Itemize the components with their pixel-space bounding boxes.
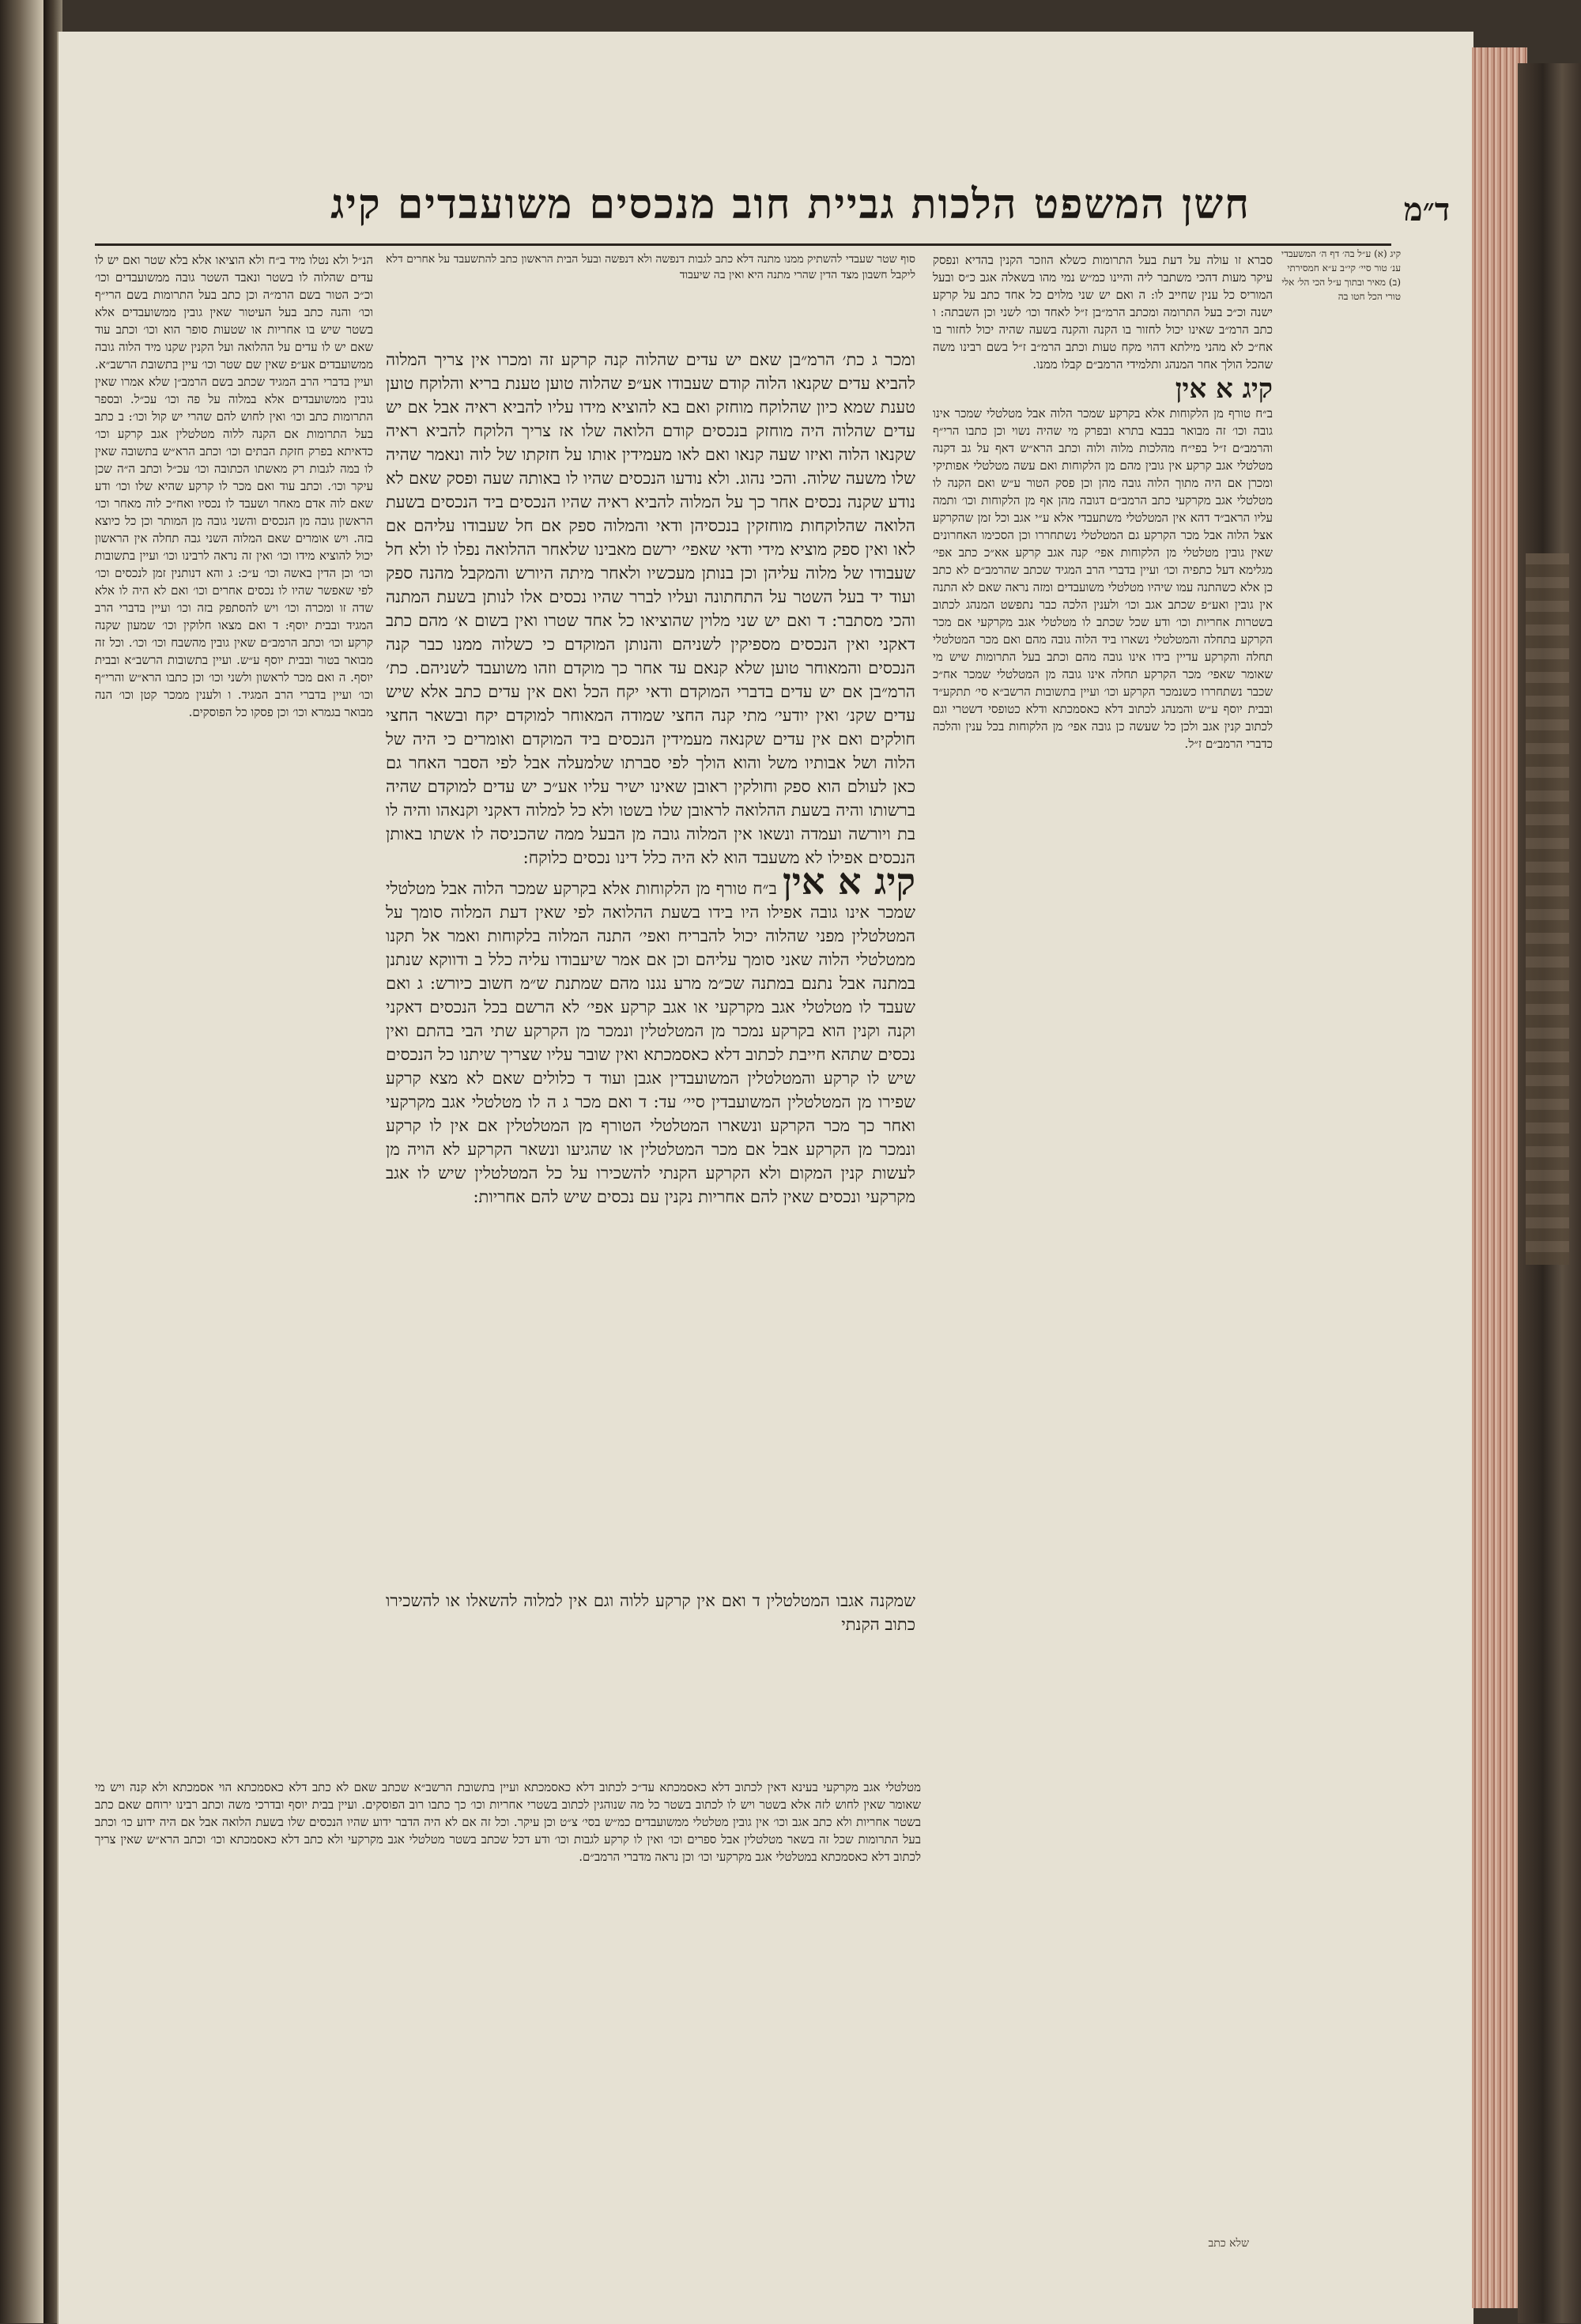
right-commentary-text-2: ב״ח טורף מן הלקוחות אלא בקרקע שמכר הלוה אבל מטלטלי שמכר אינו גובה וכו׳ זה מבואר בבבא בתרא ובפרק מי שהיה נשוי וכן כתבו הרי״ף והרמב״ם ז״ל בפי״ח מהלכות מלוה ולוה וכתב הרא״ש דאף על גב דקנה מטלטלי אגב קרקע אין גובין מהם מן הלקוחות ואם עשה מטלטלי אפותיקי ומכרן אם היה מתוך הלוה גובה מהן וכן פסק הטור ע״ש ואם הקנה לו מטלטלי אגב מקרקעי כתב הרמב״ם דגובה מהן אף מן הלקוחות וכו׳ ותמה עליו הראב״ד דהא אין המטלטלי משתעבדי אלא ע״י אגב וכל זמן שהקרקע אצל הלוה אבל מכר הקרקע גם המטלטלי נשתחררו וכן הסכימו האחרונים שאין גובין מטלטלי מן הלקוחות אפי׳ קנה אגב קרקע אא״כ כתב אפי׳ מגלימא דעל כתפיה וכו׳ ועיין בדברי הרב המגיד שכתב שהרמב״ם לא כתב כן אלא כשהתנה עמו שיהיו מטלטלי משועבדים ומזה נראה שאם לא התנה אין גובין ואע״פ שכתב אגב וכו׳ ולענין הלכה כבר נתפשט המנהג לכתוב בשטרות אחריות וכו׳ ודע שכל שכתב לו מטלטלי אגב מקרקעי אם מכר הקרקע בתחלה והמטלטלי נשארו ביד הלוה גובה מהם ואם מכר המטלטלי תחלה והקרקע עדיין בידו אינו גובה מהם וכתב בעל התרומות שיש מי שאומר שאפי׳ מכר הקרקע תחלה אינו גובה מן המטלטלי שמכר אח״כ שכבר נשתחררו כשנמכר הקרקע וכו׳ ועיין בתשובות הרשב״א סי׳ תתקע״ד ובבית יוסף ע״ש והמנהג לכתוב דלא כאסמכתא ודלא כטופסי דשטרי וגם לכתוב קנין אגב ולכן כל שעשה כן גובה אפי׳ מן הלקוחות בכל ענין והלכה כדברי הרמב״ם ז״ל.: [933, 406, 1273, 751]
main-text: ומכר ג כת׳ הרמ״בן שאם יש עדים שהלוה קנה קרקע זה ומכרו אין צריך המלוה להביא עדים שקנאו הלוה קודם שעבודו אע״פ שהלוה טוען טענת בריא והלוקח טוען טענת שמא כיון שהלוקח מוחזק ואם בא להוציא מידו עליו להביא ראיה אבל אם יש עדים שהלוה היה מוחזק בנכסים קודם הלואה שלו אז צריך הלוקח להביא ראיה שקנאו הלוה ואיזו שעה קנאו ואם לאו מעמידין אותו על חזקתו של לוה ונאמר שהיה שלו משעה שלוה. והכי נהוג. ולא נודעו הנכסים שהיו לו באותה שעה ופסק שאם לא נודע שקנה נכסים אחר כך על המלוה להביא ראיה שהיו הנכסים ביד הנכסים בשעת הלואה שהלוקחות מוחזקין בנכסיהן ודאי והמלוה ספק אם חל שעבודו עליהם אם לאו ואין ספק מוציא מידי ודאי שאפי׳ ירשם מאבינו שלאחר ההלואה נפלו לו ולא חל שעבודו של מלוה עליהן וכן בנותן מעכשיו ולאחר מיתה היורש והמקבל מהנה ספק ועוד יד בעל השטר על התחתונה ועליו לברר שהיו נכסים אלו לנותן בשעת המתנה והכי מסתבר: ד ואם יש שני מלוין שהוציאו כל אחד שטרו ואין בשום א׳ מהם כתב דאקני ואין הנכסים מספיקין לשניהם והנותן המוקדם כי כשלוה ממנו כבר קנה הנכסים והמאוחר טוען שלא קנאם עד אחר כך מוקדם וזהו משועבד לשניהם. כת׳ הרמ״בן אם יש עדים בדברי המוקדם ודאי יקח הכל ואם אין עדים כתב אלא שיש עדים שקנ׳ ואין יודעי׳ מתי קנה החצי שמודה המאוחר למוקדם יקח ובשאר החצי חולקים ואם אין עדים שקנאה מעמידין הנכסים ביד המוקדם ואומרים כי היה של הלוה ושל אבותיו משל והוא הולך לפי סברתו שלמעלה אבל לפי הסבר האחר גם כאן לעולם הוא ספק וחולקין ראובן שאינו ישיר עליו אע״כ יש עדים למוקדם שהיה ברשותו והיה בשעת ההלואה לראובן שלו בשטו ולא כל למלוה דאקני וקנאהו והיה לו בת ויורשה ועמדה ונשאו אין המלוה גובה מן הבעל ממה שהכניסה לו אשתו באותן הנכסים אפילו לא משעבד הוא לא היה כלל דינו נכסים כלוקח:: [386, 350, 915, 867]
siman-title: קיג א אין: [783, 860, 915, 903]
left-commentary-text: הנ״ל ולא נטלו מיד ב״ח ולא הוציאו אלא בלא שטר ואם יש לו עדים שהלוה לו בשטר ונאבד השטר גובה ממשועבדים וכו׳ וכ״כ הטור בשם הרמ״ה וכן כתב בעל התרומות בשם הרי״ף וכו׳ והנה כתב בעל העיטור שאין גובין ממשועבדים אלא בשטר שיש בו אחריות או שטעות סופר הוא וכו׳ וכתב עוד שאם יש לו עדים על ההלואה ועל הקנין שקנו מיד הלוה גובה ממשועבדים אע״פ שאין שם שטר וכו׳ עיין בתשובת הרשב״א. ועיין בדברי הרב המגיד שכתב בשם הרמב״ן שלא אמרו שאין גובין ממשועבדים אלא במלוה על פה וכו׳ עכ״ל. ובספר התרומות כתב וכו׳ ואין לחוש להם שהרי יש קול וכו׳: ב כתב בעל התרומות אם הקנה ללוה מטלטלין אגב קרקע וכו׳ כדאיתא בפרק חזקת הבתים וכו׳ וכתב הרא״ש בתשובה שאין לו במה לגבות רק מאשתו הכתובה וכו׳ עכ״ל וכתב ה״ה שכן עיקר וכו׳. וכתב עוד ואם מכר לו קרקע שהיא שלו וכו׳ ודע שאם לוה אדם מאחר ושעבד לו נכסיו ואח״כ לוה מאחר וכו׳ הראשון גובה מן הנכסים והשני גובה מן המותר וכן כל כיוצא בזה. ויש אומרים שאם המלוה השני גבה תחלה אין הראשון יכול להוציא מידו וכו׳ ואין זה נראה לרבינו וכו׳ ועיין בתשובות וכו׳ וכן הדין באשה וכו׳ ע״כ: ג והא דנותנין זמן לנכסים וכו׳ לפי שאפשר שהיו לו נכסים אחרים וכו׳ ואם לא היה לו אלא שדה זו ומכרה וכו׳ ויש להסתפק בזה וכו׳ ועיין בדברי הרב המגיד ובבית יוסף: ד ואם מצאו חלוקין וכו׳ שמעון שקנה קרקע וכו׳ וכתב הרמב״ם שאין גובין מהשבח וכו׳ וכו׳. וכל זה מבואר בטור ובבית יוסף ע״ש. ועיין בתשובות הרשב״א ובבית יוסף. ה ואם מכר לראשון ולשני וכו׳ וכן כתבו הרא״ש והרי״ף וכו׳ ועיין בדברי הרב המגיד. ו ולענין ממכר קטן וכו׳ הנה מבואר בגמרא וכו׳ וכן פסקו כל הפוסקים.: [95, 253, 373, 719]
right-commentary-text: סברא זו עולה על דעת בעל התרומות כשלא הוזכר הקנין בהדיא ונפסק עיקר מעות דהכי משתבר ליה והיינו כמ״ש נמי מהו בשאלה אגב כ״ס ובעל המוריס כל ענין שחייב לו: ה ואם יש שני מלוים כל אחד כתב על קרקע ישנה וכ״כ בעל התרומה ומכתב הרמ״בן ז״ל לאחד וכו׳ לשני וכן השבתה: ו כתב הרמ״ב שאינו יכול לחזור בו הקנה והקנה בשעה שהיה יכול לחזור בו אח״כ לא מהני מילתא דהוי מקח טעות וכתב הרמ״ב ז״ל בשם רבינו משה שהכל הולך אחר המנהג ותלמידי הרמב״ם קבלו ממנו.: [933, 253, 1273, 372]
main-text-continuation: [386, 1589, 915, 1763]
main-text-end: שמקנה אגבו המטלטלין ד ואם אין קרקע ללוה וגם אין למלוה להשאלו או להשכירו כתוב הקנתי: [386, 1591, 915, 1634]
bottom-commentary-text: מטלטלי אגב מקרקעי בעינא דאין לכתוב דלא כאסמכתא עד״כ לכתוב דלא כאסמכתא ועיין בתשובת הרשב״א שכתב שאם לא כתב דלא כאסמכתא הוי אסמכתא ולא קנה ויש מי שאומר שאין לחוש לזה אלא בשטר ויש לו לכתוב בשטר כל מה שנוהגין לכתוב בשטרי אחריות וכו׳ כך כתבו רוב הפוסקים. ועיין בבית יוסף ובדרכי משה וכתב רבינו ירוחם שאם כתב בשטר אחריות ולא כתב אגב וכו׳ אין גובין מטלטלי ממשועבדים כמ״ש בסי׳ צ״ט וכן עיקר. וכל זה אם לא היה הדבר ידוע שהיו הנכסים שלו בשעת הלואה אבל אם היה ידוע כו׳ וכתב בעל התרומות שכל זה בשאר מטלטלין אבל ספרים וכו׳ ואין לו קרקע לגבות וכו׳ ודע דכל שכתב בשטר מטלטלי אגב מקרקעי ולא כתב דלא כאסמכתא וכו׳ וכתב הרא״ש שאין צריך לכתוב דלא כאסמכתא במטלטלי אגב מקרקעי וכו׳ וכן נראה מדברי הרמב״ם.: [95, 1780, 921, 1864]
siman-text: ב״ח טורף מן הלקוחות אלא בקרקע שמכר הלוה אבל מטלטלי שמכר אינו גובה אפילו היו בידו בשעת ההלואה לפי שאין דעת המלוה סומך על המטלטלין מפני שהלוה יכול להבריח ואפי׳ התנה המלוה בלקוחות ואמר אל תקנו ממטלטלי הלוה שאני סומך עליהם וכן אם אמר שיעבודו עליה כלל ב ודווקא שנתנן במתנה אבל נתנם במתנה שכ״מ מרע נגנו מהם שמתנת ש״מ חשוב כיורש: ג ואם שעבד לו מטלטלי אגב מקרקעי או אגב קרקע אפי׳ לא הרשם בכל הנכסים דאקני וקנה וקנין הוא בקרקע נמכר מן המטלטלין ונמכר מן הקרקע שתי הבי בהתם ואין נכסים שתהא חייבת לכתוב דלא כאסמכתא ואין שובר עליו שצריך שיתנו כל הנכסים שיש לו קרקע והמטלטלין המשועבדין אגבן ועוד ד כלולים שאם לא מצא קרקע שפירו מן המטלטלין המשועבדין סיי׳ עד: ד ואם מכר ג ה לו מטלטלי אגב מקרקעי ואחר כך מכר הקרקע ונשארו המטלטלי הטורף מן המטלטלין אם אין לו קרקע ונמכר מן הקרקע אבל אם מכר המטלטלין או שהגיעו ונשאר הקרקע לא הויה מן לעשות קנין המקום ולא הקרקע הקנתי להשכירו על כל המטלטלין שיש לו אגב מקרקעי ונכסים שאין להם אחריות נקנין עם נכסים שיש להם אחריות:: [386, 879, 915, 1206]
bottom-commentary: [95, 1779, 921, 2079]
right-commentary-column: [933, 251, 1273, 2046]
facing-page-edge: [0, 0, 49, 2323]
main-text-column: [386, 348, 915, 1581]
spine-wear: [1526, 553, 1569, 1265]
page-number: ד״מ: [1403, 191, 1451, 228]
header-rule: [95, 243, 1391, 246]
top-center-text: סוף שטר שעבדי להשתיק ממנו מתנה דלא כתב לגבות דנפשה ולא דנפשה ובעל הבית הראשון כתב להתשעבד על אחרים דלא ליקבל חשבון מצד הדין שהרי מתנה היא ואין בה שיעבוד: [386, 253, 915, 281]
right-siman-heading: קיג א אין: [1175, 373, 1273, 405]
running-header: [198, 180, 1383, 243]
top-center-commentary: [386, 251, 915, 342]
running-title: חשן המשפט הלכות גביית חוב מנכסים משועבדים קיג: [330, 180, 1251, 228]
marginal-references: קיג (א) ע״ל בה׳ דף ה׳ המשעבדי ענ׳ טור סיי׳ קי״ב ע״א חמסירתי (ב) מאיר ובתוך ע״ל הכי הל׳ אלי טורי הכל חטו בה: [1281, 248, 1401, 302]
main-siman-heading: [386, 860, 915, 1209]
catchword: שלא כתב: [1208, 2237, 1249, 2250]
left-commentary-column: [95, 251, 373, 1769]
